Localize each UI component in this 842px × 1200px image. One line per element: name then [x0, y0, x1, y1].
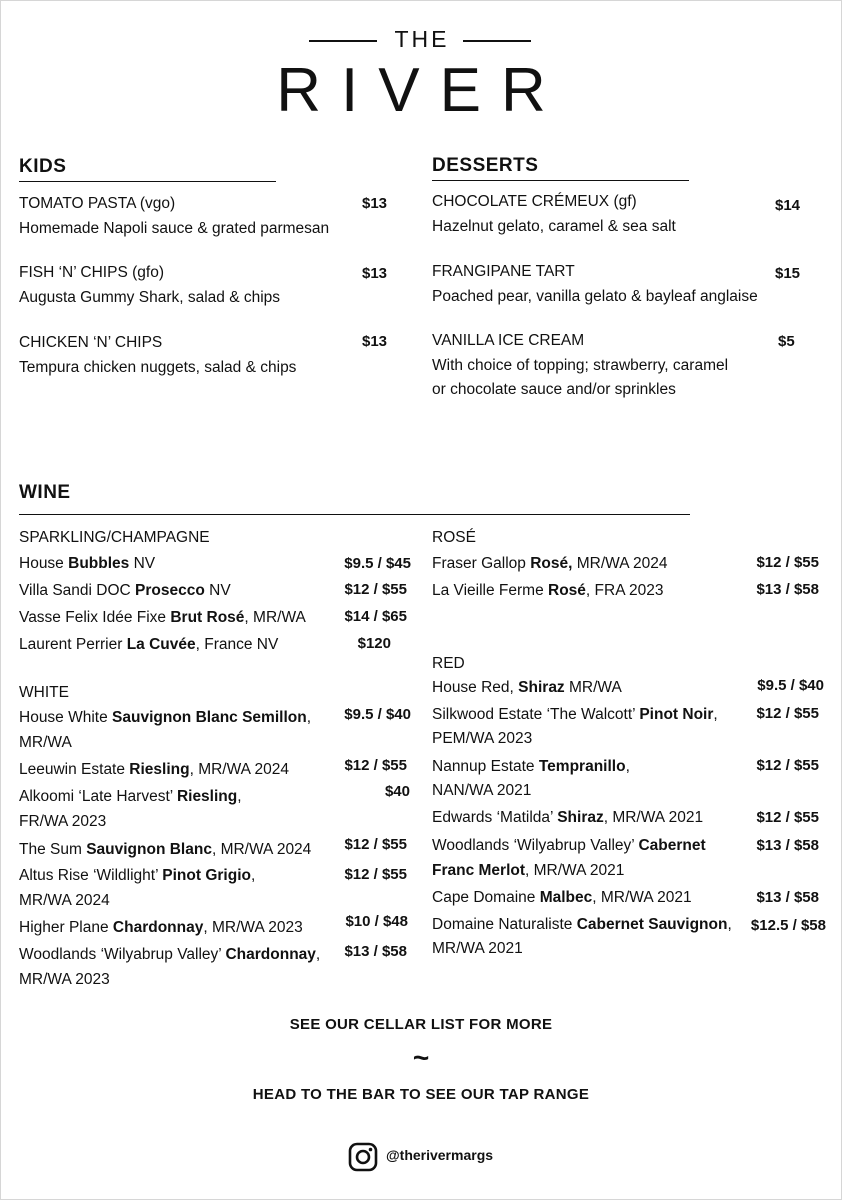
wine-item-name: Alkoomi ‘Late Harvest’ Riesling, [19, 788, 242, 805]
desserts-rule [432, 180, 689, 181]
rose-title: ROSÉ [432, 529, 476, 546]
wine-item-price: $12 / $55 [756, 554, 819, 571]
wine-item-name: House White Sauvignon Blanc Semillon, [19, 709, 312, 726]
wine-item-name: Silkwood Estate ‘The Walcott’ Pinot Noir, [432, 706, 718, 723]
wine-item-price: $120 [357, 635, 391, 652]
wine-item-name-line2: MR/WA [19, 734, 72, 751]
tap-note: HEAD TO THE BAR TO SEE OUR TAP RANGE [252, 1086, 590, 1103]
white-title: WHITE [19, 684, 69, 701]
wine-item-name: Laurent Perrier La Cuvée, France NV [19, 636, 279, 653]
wine-item-name: Leeuwin Estate Riesling, MR/WA 2024 [19, 761, 289, 778]
dessert-item-desc-line2: or chocolate sauce and/or sprinkles [432, 381, 676, 398]
wine-item-price: $12.5 / $58 [750, 917, 826, 934]
wine-item-price: $12 / $55 [756, 705, 819, 722]
wine-item-name: La Vieille Ferme Rosé, FRA 2023 [432, 582, 664, 599]
logo-river: RIVER [276, 56, 566, 125]
sparkling-title: SPARKLING/CHAMPAGNE [19, 529, 210, 546]
cellar-note: SEE OUR CELLAR LIST FOR MORE [289, 1016, 553, 1033]
kids-item-price: $13 [362, 195, 388, 212]
desserts-heading: DESSERTS [432, 155, 539, 176]
wine-item-name: Villa Sandi DOC Prosecco NV [19, 582, 231, 599]
kids-item-price: $13 [362, 333, 388, 350]
wine-item-price: $13 / $58 [344, 943, 407, 960]
wine-item-price: $13 / $58 [756, 581, 819, 598]
dessert-item-price: $5 [778, 333, 795, 350]
wine-item-price: $14 / $65 [344, 608, 407, 625]
wine-item-name-line2: FR/WA 2023 [19, 813, 107, 830]
wine-item-name: Woodlands ‘Wilyabrup Valley’ Chardonnay, [19, 946, 321, 963]
dessert-item-price: $15 [775, 265, 801, 282]
wine-item-name-line2: MR/WA 2021 [432, 940, 523, 957]
kids-item-desc: Homemade Napoli sauce & grated parmesan [19, 220, 330, 237]
red-title: RED [432, 655, 465, 672]
wine-rule [19, 514, 690, 515]
wine-item-name-line2: NAN/WA 2021 [432, 782, 532, 799]
wine-item-name: Higher Plane Chardonnay, MR/WA 2023 [19, 919, 303, 936]
wine-item-name: Fraser Gallop Rosé, MR/WA 2024 [432, 555, 668, 572]
wine-item-price: $12 / $55 [344, 836, 407, 853]
wine-item-name: House Red, Shiraz MR/WA [432, 679, 622, 696]
wine-item-name: Cape Domaine Malbec, MR/WA 2021 [432, 889, 692, 906]
wine-item-price: $10 / $48 [345, 913, 408, 930]
wine-item-name: Vasse Felix Idée Fixe Brut Rosé, MR/WA [19, 609, 306, 626]
wine-item-name: Nannup Estate Tempranillo, [432, 758, 630, 775]
instagram-icon[interactable] [348, 1142, 378, 1172]
dessert-item-name: FRANGIPANE TART [432, 263, 575, 280]
wine-item-price: $9.5 / $45 [344, 555, 411, 572]
wine-item-price: $13 / $58 [756, 889, 819, 906]
wine-item-name-line2: MR/WA 2023 [19, 971, 110, 988]
instagram-handle[interactable]: @therivermargs [386, 1147, 494, 1163]
wine-item-name: Woodlands ‘Wilyabrup Valley’ Cabernet [432, 837, 706, 854]
wine-item-name: Altus Rise ‘Wildlight’ Pinot Grigio, [19, 867, 256, 884]
dessert-item-name: VANILLA ICE CREAM [432, 332, 585, 349]
wine-item-name: Edwards ‘Matilda’ Shiraz, MR/WA 2021 [432, 809, 704, 826]
logo-rule-left [309, 40, 377, 42]
kids-item-name: TOMATO PASTA (vgo) [19, 195, 176, 212]
wine-item-name: House Bubbles NV [19, 555, 156, 572]
wine-item-price: $12 / $55 [344, 757, 407, 774]
wine-item-name-line2: MR/WA 2024 [19, 892, 110, 909]
wine-item-price: $9.5 / $40 [757, 677, 824, 694]
kids-item-name: CHICKEN ‘N’ CHIPS [19, 334, 163, 351]
wine-item-price: $40 [384, 783, 410, 800]
kids-item-desc: Augusta Gummy Shark, salad & chips [19, 289, 281, 306]
wine-item-price: $12 / $55 [344, 866, 407, 883]
kids-heading: KIDS [19, 156, 67, 177]
wine-item-price: $12 / $55 [756, 809, 819, 826]
wine-item-price: $13 / $58 [756, 837, 819, 854]
wine-heading: WINE [19, 482, 71, 503]
dessert-item-desc: Poached pear, vanilla gelato & bayleaf anglaise [432, 288, 758, 305]
wine-item-price: $9.5 / $40 [344, 706, 411, 723]
dessert-item-desc: With choice of topping; strawberry, caramel [432, 357, 729, 374]
dessert-item-price: $14 [775, 197, 801, 214]
wine-item-price: $12 / $55 [756, 757, 819, 774]
wine-item-name-line2: PEM/WA 2023 [432, 730, 533, 747]
logo-the: THE [394, 26, 450, 52]
wine-item-name-line2: Franc Merlot, MR/WA 2021 [432, 862, 625, 879]
logo-rule-right [463, 40, 531, 42]
dessert-item-name: CHOCOLATE CRÉMEUX (gf) [432, 193, 637, 210]
tilde-divider: ~ [412, 1042, 430, 1073]
kids-item-price: $13 [362, 265, 388, 282]
kids-rule [19, 181, 276, 182]
wine-item-name: The Sum Sauvignon Blanc, MR/WA 2024 [19, 841, 312, 858]
dessert-item-desc: Hazelnut gelato, caramel & sea salt [432, 218, 676, 235]
kids-item-desc: Tempura chicken nuggets, salad & chips [19, 359, 297, 376]
wine-item-name: Domaine Naturaliste Cabernet Sauvignon, [432, 916, 732, 933]
wine-item-price: $12 / $55 [344, 581, 407, 598]
kids-item-name: FISH ‘N’ CHIPS (gfo) [19, 264, 164, 281]
